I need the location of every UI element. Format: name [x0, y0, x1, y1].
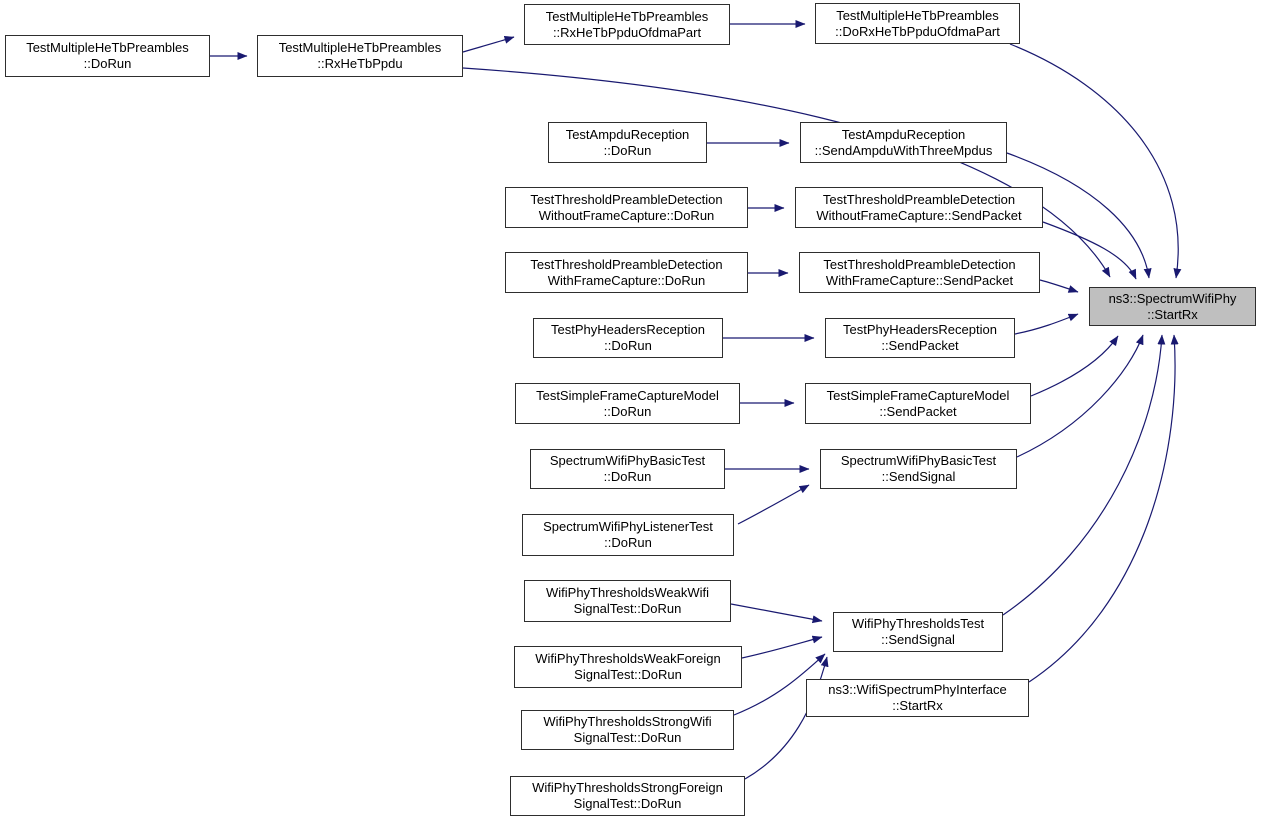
node-label-line2: ::SendSignal	[881, 469, 956, 484]
node-weakwifi-dorun[interactable]	[524, 580, 731, 622]
node-label-line2: SignalTest::DoRun	[573, 601, 682, 616]
node-label-line2: SignalTest::DoRun	[573, 730, 682, 745]
node-label-line1: TestAmpduReception	[565, 126, 690, 142]
node-wpt-send[interactable]	[833, 612, 1003, 652]
node-label-line2: ::DoRxHeTbPpduOfdmaPart	[835, 23, 1000, 39]
node-label-line2: ::SendPacket	[881, 338, 959, 353]
edge-strongforeign-dorun--wpt-send	[745, 657, 827, 779]
node-wspi-startrx[interactable]	[806, 679, 1029, 717]
node-strongforeign-dorun[interactable]	[510, 776, 745, 816]
node-label-line2: ::SendAmpduWithThreeMpdus	[814, 142, 993, 158]
node-tmhp-rxhetbppduofdmapart[interactable]	[524, 4, 730, 45]
node-label-line2: ::DoRun	[604, 338, 652, 353]
node-strongwifi-dorun[interactable]	[521, 710, 734, 750]
node-tpdwo-send[interactable]	[795, 187, 1043, 228]
node-phyhdr-send[interactable]	[825, 318, 1015, 358]
node-label-line2: ::StartRx	[892, 698, 943, 713]
node-label-line2: WithFrameCapture::DoRun	[547, 272, 706, 288]
node-label-line1: TestMultipleHeTbPreambles	[26, 40, 189, 55]
node-label-line1: TestThresholdPreambleDetection	[530, 256, 723, 272]
node-label-line1: TestAmpduReception	[841, 126, 966, 142]
node-label-line1: TestThresholdPreambleDetection	[823, 256, 1016, 272]
node-tpdwo-dorun[interactable]	[505, 187, 748, 228]
node-label-line2: ::SendSignal	[881, 632, 955, 647]
edge-phyhdr-send--spectrumwifiphy-startrx	[1015, 314, 1078, 334]
node-label-line2: ::DoRun	[83, 56, 132, 71]
node-swplt-dorun[interactable]	[522, 514, 734, 556]
node-swpbt-dorun[interactable]	[530, 449, 725, 489]
node-ampdu-send[interactable]	[800, 122, 1007, 163]
node-tmhp-dorxhetbppduofdmapart[interactable]	[815, 3, 1020, 44]
node-label-line2: ::StartRx	[1147, 306, 1198, 322]
node-sfc-send[interactable]	[805, 383, 1031, 424]
edge-weakforeign-dorun--wpt-send	[742, 637, 822, 658]
edge-weakwifi-dorun--wpt-send	[731, 604, 822, 621]
edge-sfc-send--spectrumwifiphy-startrx	[1031, 336, 1118, 396]
node-swpbt-send[interactable]	[820, 449, 1017, 489]
node-spectrumwifiphy-startrx	[1089, 287, 1256, 326]
node-label-line2: SignalTest::DoRun	[574, 667, 682, 682]
node-label-line1: TestPhyHeadersReception	[843, 322, 997, 337]
node-tmhp-dorun[interactable]	[5, 35, 210, 77]
node-label-line2: ::DoRun	[603, 469, 652, 484]
node-label-line2: WithoutFrameCapture::DoRun	[538, 207, 715, 223]
node-label-line2: ::SendPacket	[879, 403, 957, 419]
node-label-line1: TestMultipleHeTbPreambles	[278, 40, 442, 55]
node-label-line1: ns3::SpectrumWifiPhy	[1108, 290, 1237, 306]
edge-tmhp-rxhetbppdu--spectrumwifiphy-startrx	[463, 68, 1110, 277]
node-label-line1: WifiPhyThresholdsWeakWifi	[545, 585, 710, 600]
node-label-line1: TestSimpleFrameCaptureModel	[826, 387, 1010, 403]
edge-wpt-send--spectrumwifiphy-startrx	[1003, 335, 1162, 615]
node-phyhdr-dorun[interactable]	[533, 318, 723, 358]
node-weakforeign-dorun[interactable]	[514, 646, 742, 688]
node-tpdw-dorun[interactable]	[505, 252, 748, 293]
node-label-line2: WithoutFrameCapture::SendPacket	[816, 207, 1022, 223]
node-label-line1: TestThresholdPreambleDetection	[822, 191, 1016, 207]
node-label-line2: ::DoRun	[603, 142, 652, 158]
node-label-line2: SignalTest::DoRun	[573, 796, 682, 811]
node-label-line1: SpectrumWifiPhyBasicTest	[549, 453, 706, 468]
node-label-line1: WifiPhyThresholdsStrongWifi	[543, 714, 712, 729]
node-tmhp-rxhetbppdu[interactable]	[257, 35, 463, 77]
edge-tpdwo-send--spectrumwifiphy-startrx	[1043, 222, 1136, 279]
node-label-line2: ::RxHeTbPpdu	[317, 56, 403, 71]
node-label-line2: ::RxHeTbPpduOfdmaPart	[552, 24, 702, 40]
node-label-line2: ::DoRun	[604, 535, 652, 550]
node-label-line1: SpectrumWifiPhyBasicTest	[840, 453, 997, 468]
node-label-line2: WithFrameCapture::SendPacket	[825, 272, 1014, 288]
node-tpdw-send[interactable]	[799, 252, 1040, 293]
edge-tmhp-rxhetbppdu--tmhp-rxhetbppduofdmapart	[463, 37, 514, 52]
node-ampdu-dorun[interactable]	[548, 122, 707, 163]
edge-swpbt-send--spectrumwifiphy-startrx	[1017, 335, 1143, 457]
node-label-line1: WifiPhyThresholdsWeakForeign	[535, 651, 721, 666]
node-label-line1: WifiPhyThresholdsStrongForeign	[532, 780, 723, 795]
node-label-line1: SpectrumWifiPhyListenerTest	[543, 519, 713, 534]
node-label-line1: WifiPhyThresholdsTest	[851, 616, 985, 631]
node-sfc-dorun[interactable]	[515, 383, 740, 424]
edge-tpdw-send--spectrumwifiphy-startrx	[1040, 280, 1078, 292]
node-label-line2: ::DoRun	[603, 403, 652, 419]
node-label-line1: TestMultipleHeTbPreambles	[545, 8, 709, 24]
node-label-line1: TestThresholdPreambleDetection	[530, 191, 723, 207]
node-label-line1: TestMultipleHeTbPreambles	[836, 7, 999, 23]
node-label-line1: TestSimpleFrameCaptureModel	[536, 387, 719, 403]
edge-swplt-dorun--swpbt-send	[738, 485, 809, 524]
node-label-line1: ns3::WifiSpectrumPhyInterface	[828, 682, 1007, 697]
node-label-line1: TestPhyHeadersReception	[551, 322, 705, 337]
